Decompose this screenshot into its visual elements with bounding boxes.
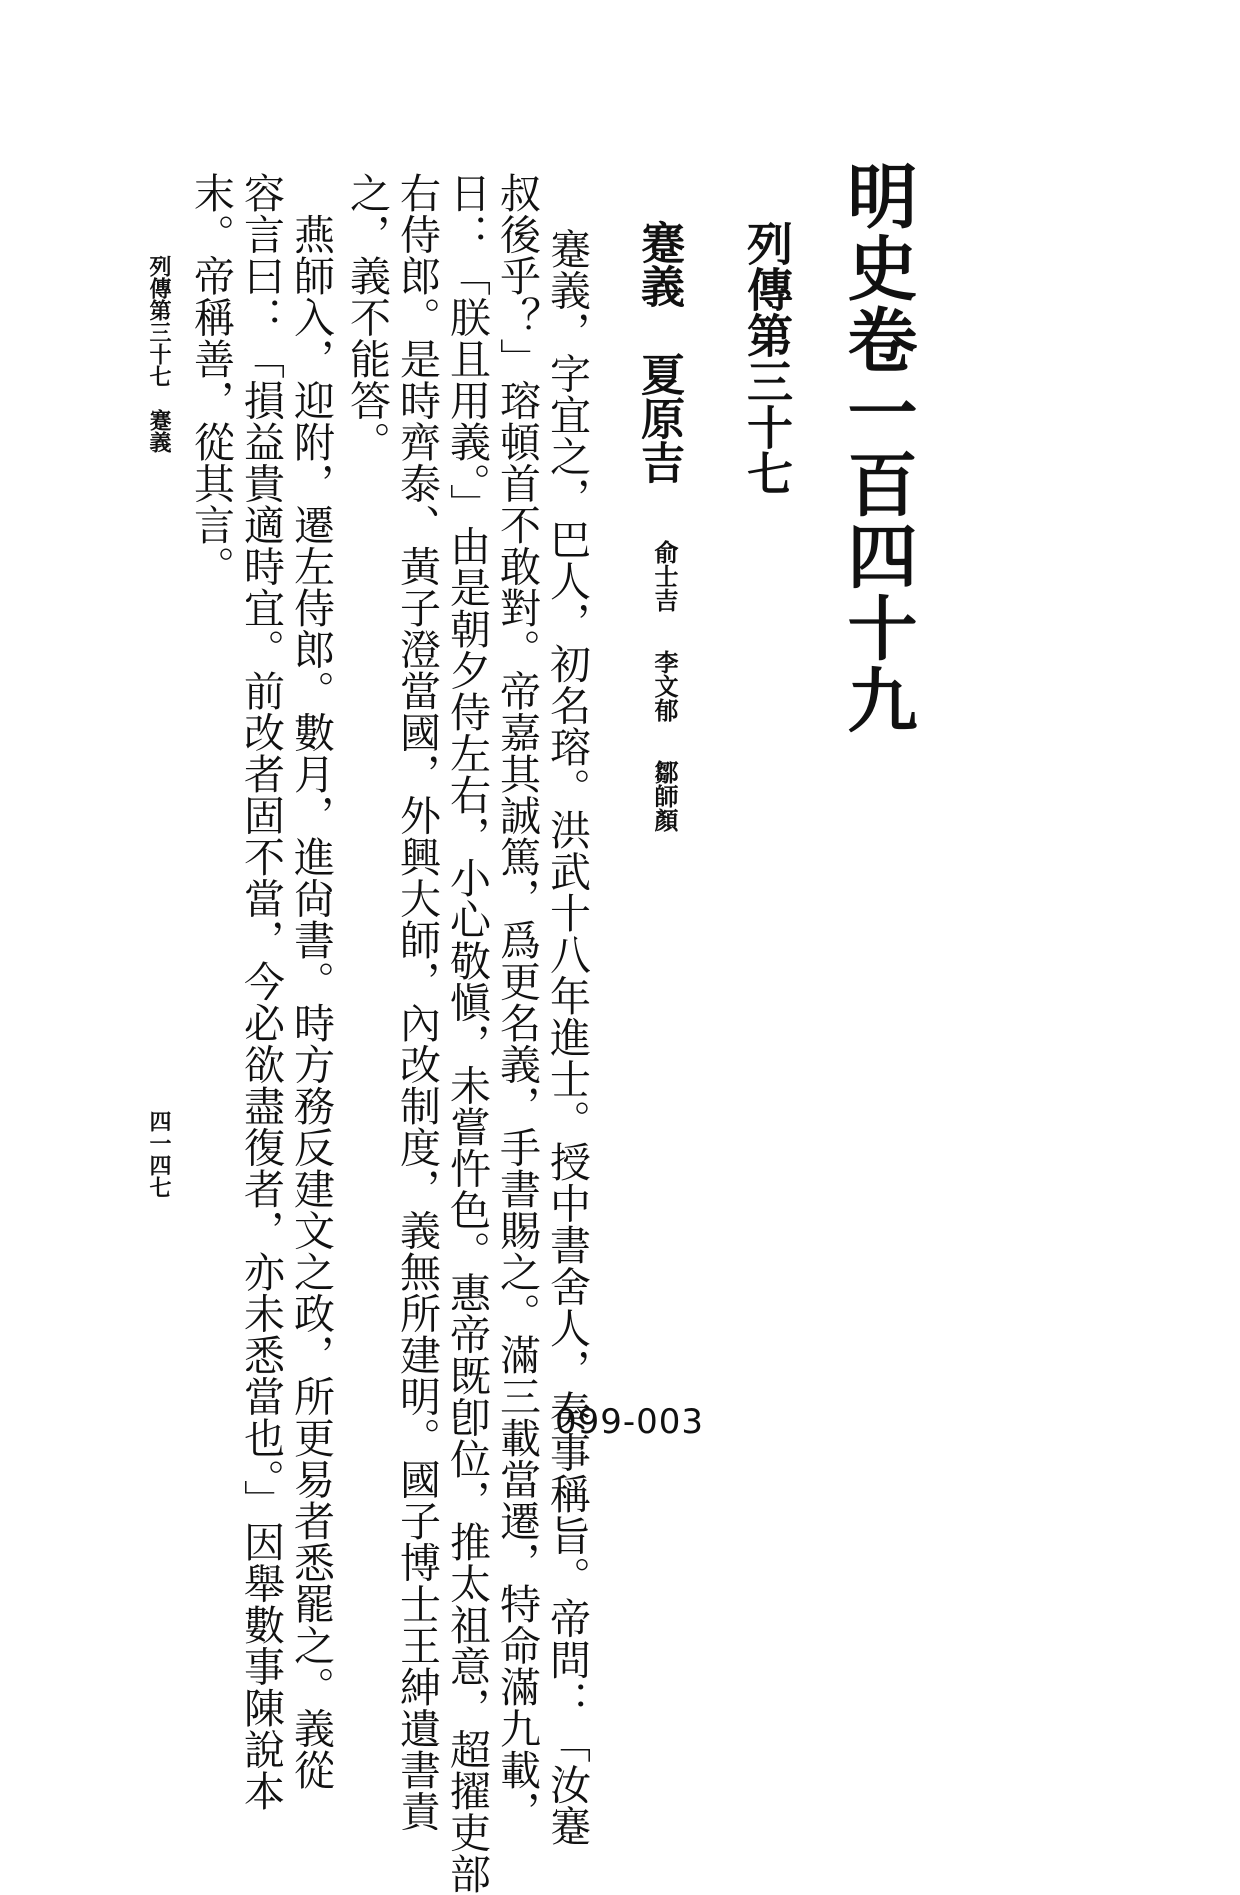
body-line: 日：「朕且用義。」由是朝夕侍左右，小心敬愼，未嘗忤色。惠帝既卽位，推太祖意，超擢吏部 [443,172,491,1895]
main-subjects: 蹇義 夏原吉 [633,220,684,484]
body-line: 容言曰：「損益貴適時宜。前改者固不當，今必欲盡復者，亦未悉當也。」因舉數事陳說本 [237,172,285,1812]
appended-subject-3: 鄒師顏 [650,760,679,832]
body-line: 末。帝稱善，從其言。 [187,172,235,587]
appended-subject-2: 李文郁 [650,650,679,722]
body-line: 之，義不能答。 [343,172,391,463]
margin-header: 列傳第三十七 蹇義 [146,255,172,453]
body-line: 叔後乎？」瑢頓首不敢對。帝嘉其誠篤，爲更名義，手書賜之。滿三載當遷，特命滿九載， [493,172,541,1832]
chapter-title: 列傳第三十七 [740,220,794,496]
archive-code: 099-003 [555,1402,705,1442]
volume-title: 明史卷一百四十九 [836,160,919,736]
page-number: 四一四七 [146,1110,172,1198]
body-line: 蹇義，字宜之，巴人，初名瑢。洪武十八年進士。授中書舍人，奏事稱旨。帝問：「汝蹇 [543,228,591,1847]
body-line: 燕師入，迎附，遷左侍郎。數月，進尙書。時方務反建文之政，所更易者悉罷之。義從 [287,172,335,1791]
appended-subject-1: 俞士吉 [650,540,679,612]
body-line: 右侍郎。是時齊泰、黃子澄當國，外興大師，內改制度，義無所建明。國子博士王紳遺書責 [393,172,441,1832]
